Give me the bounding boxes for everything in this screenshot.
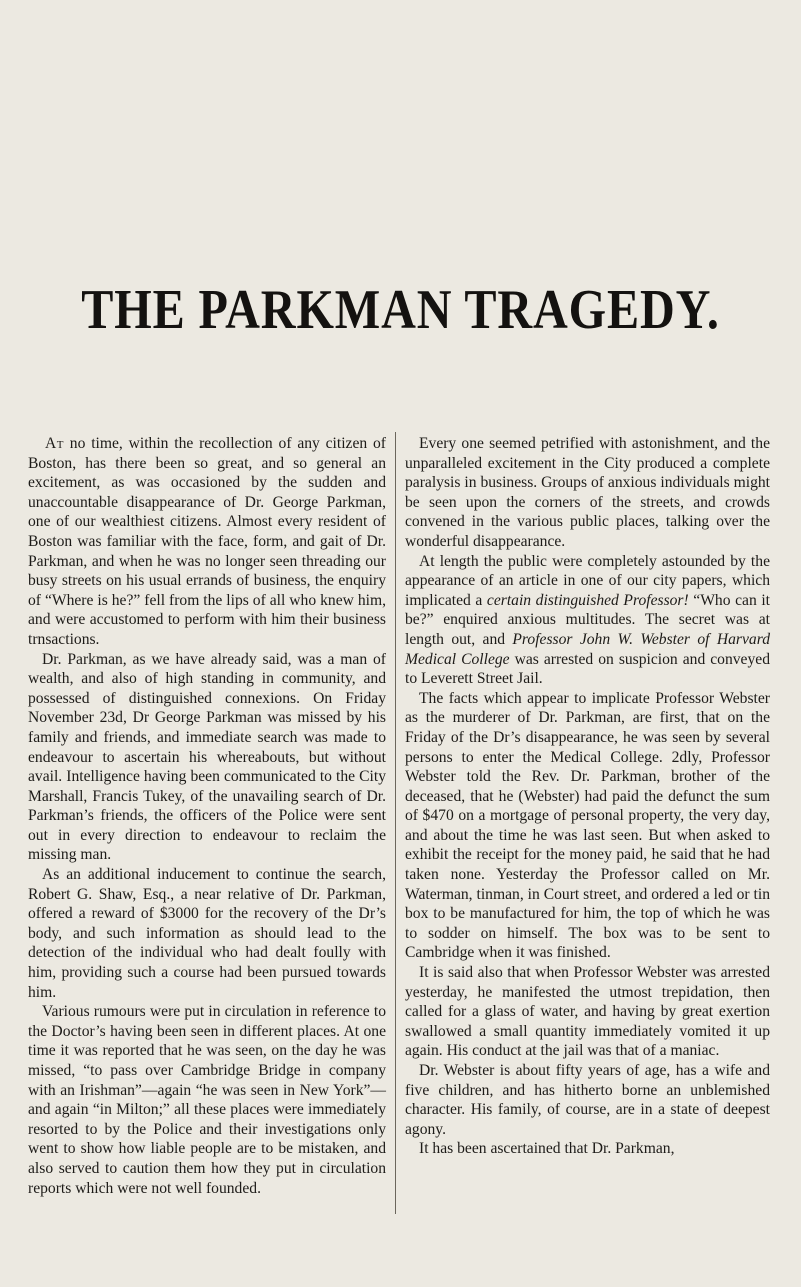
right-paragraph-2-text-a: At length the public were completely astounded by the appearance of an article in one of our city papers, which implicated a xyxy=(405,552,770,609)
article-title: THE PARKMAN TRAGEDY. xyxy=(81,279,720,341)
left-column xyxy=(28,434,386,1198)
left-paragraph-2: Dr. Parkman, as we have already said, was a man of wealth, and also of high standing in community, and possessed of distinguished connexions. On Friday November 23d, Dr George Parkman was missed by his family and friends, and immediate search was made to endeavour to ascertain his whereabouts, but without avail. Intelligence having been communicated to the City Marshall, Francis Tukey, of the unavailing search of Dr. Parkman’s friends, the officers of the Police were sent out in every direction to endeavour to reclaim the missing man. xyxy=(28,650,386,864)
left-paragraph-1 xyxy=(28,434,386,650)
right-paragraph-1: Every one seemed petrified with astonishment, and the unparalleled excitement in the City produced a complete paralysis in business. Groups of anxious individuals might be seen upon the corners of the streets, and crowds convened in the various public places, talking over the wonderful disappearance. xyxy=(405,435,770,550)
left-paragraph-4: Various rumours were put in circulation in reference to the Doctor’s having been seen in different places. At one time it was reported that he was seen, on the day he was missed, “to pass over Cambridge Bridge in company with an Irishman”—again “he was seen in New York”—and again “in Milton;” all these places were immediately resorted to by the Police and their investigations only went to show how liable people are to be mistaken, and also served to caution them how they put in circulation reports which were not well founded. xyxy=(28,1003,386,1197)
right-paragraph-2-text-b: “Who can it be?” enquired anxious multitudes. The secret was at length out, and xyxy=(405,591,770,648)
right-paragraph-2-italic-a: certain distinguished Professor! xyxy=(486,591,689,609)
right-paragraph-2-italic-b: Professor John W. Webster of Harvard Medical College xyxy=(405,630,770,668)
left-paragraph-1-text: no time, within the recollection of any citizen of Boston, has there been so great, and so general an excitement, as was occasioned by the sudden and unaccountable disappearance of Dr. George Parkman, one of our wealthiest citizens. Almost every resident of Boston was familiar with the face, form, and gait of Dr. Parkman, and when he was no longer seen threading our busy streets on his usual errands of business, the enquiry of “Where is he?” fell from the lips of all who knew him, and were accustomed to perform with him their business trnsactions. xyxy=(28,435,386,648)
right-paragraph-3: The facts which appear to implicate Professor Webster as the murderer of Dr. Parkman, are first, that on the Friday of the Dr’s disappearance, he was seen by several persons to enter the Medical College. 2dly, Professor Webster told the Rev. Dr. Parkman, brother of the deceased, that he (Webster) had paid the defunct the sum of $470 on a mortgage of personal property, the very day, and about the time he was last seen. But when asked to exhibit the receipt for the money paid, he said that he had taken none. Yesterday the Professor called on Mr. Waterman, tinman, in Court street, and ordered a led or tin box to be manufactured for him, the top of which he was to sodder on himself. The box was to be sent to Cambridge when it was finished. xyxy=(405,689,770,962)
right-column xyxy=(405,434,770,1159)
right-paragraph-2-text-c: was arrested on suspicion and conveyed to Leverett Street Jail. xyxy=(405,650,770,688)
column-divider xyxy=(395,432,396,1214)
right-paragraph-6: It has been ascertained that Dr. Parkman, xyxy=(419,1140,675,1158)
left-paragraph-3: As an additional inducement to continue the search, Robert G. Shaw, Esq., a near relative of Dr. Parkman, offered a reward of $3000 for the recovery of the Dr’s body, and such information as should lead to the detection of the individual who had dealt foully with him, providing such a course had been pursued towards him. xyxy=(28,866,386,1001)
drop-lead-word: At xyxy=(45,435,64,452)
right-paragraph-5: Dr. Webster is about fifty years of age, has a wife and five children, and has hitherto borne an unblemished character. His family, of course, are in a state of deepest agony. xyxy=(405,1062,770,1138)
right-paragraph-4: It is said also that when Professor Webster was arrested yesterday, he manifested the utmost trepidation, then called for a glass of water, and having by great exertion swallowed a small quantity immediately vomited it up again. His conduct at the jail was that of a maniac. xyxy=(405,964,770,1060)
right-paragraph-2 xyxy=(405,552,770,689)
